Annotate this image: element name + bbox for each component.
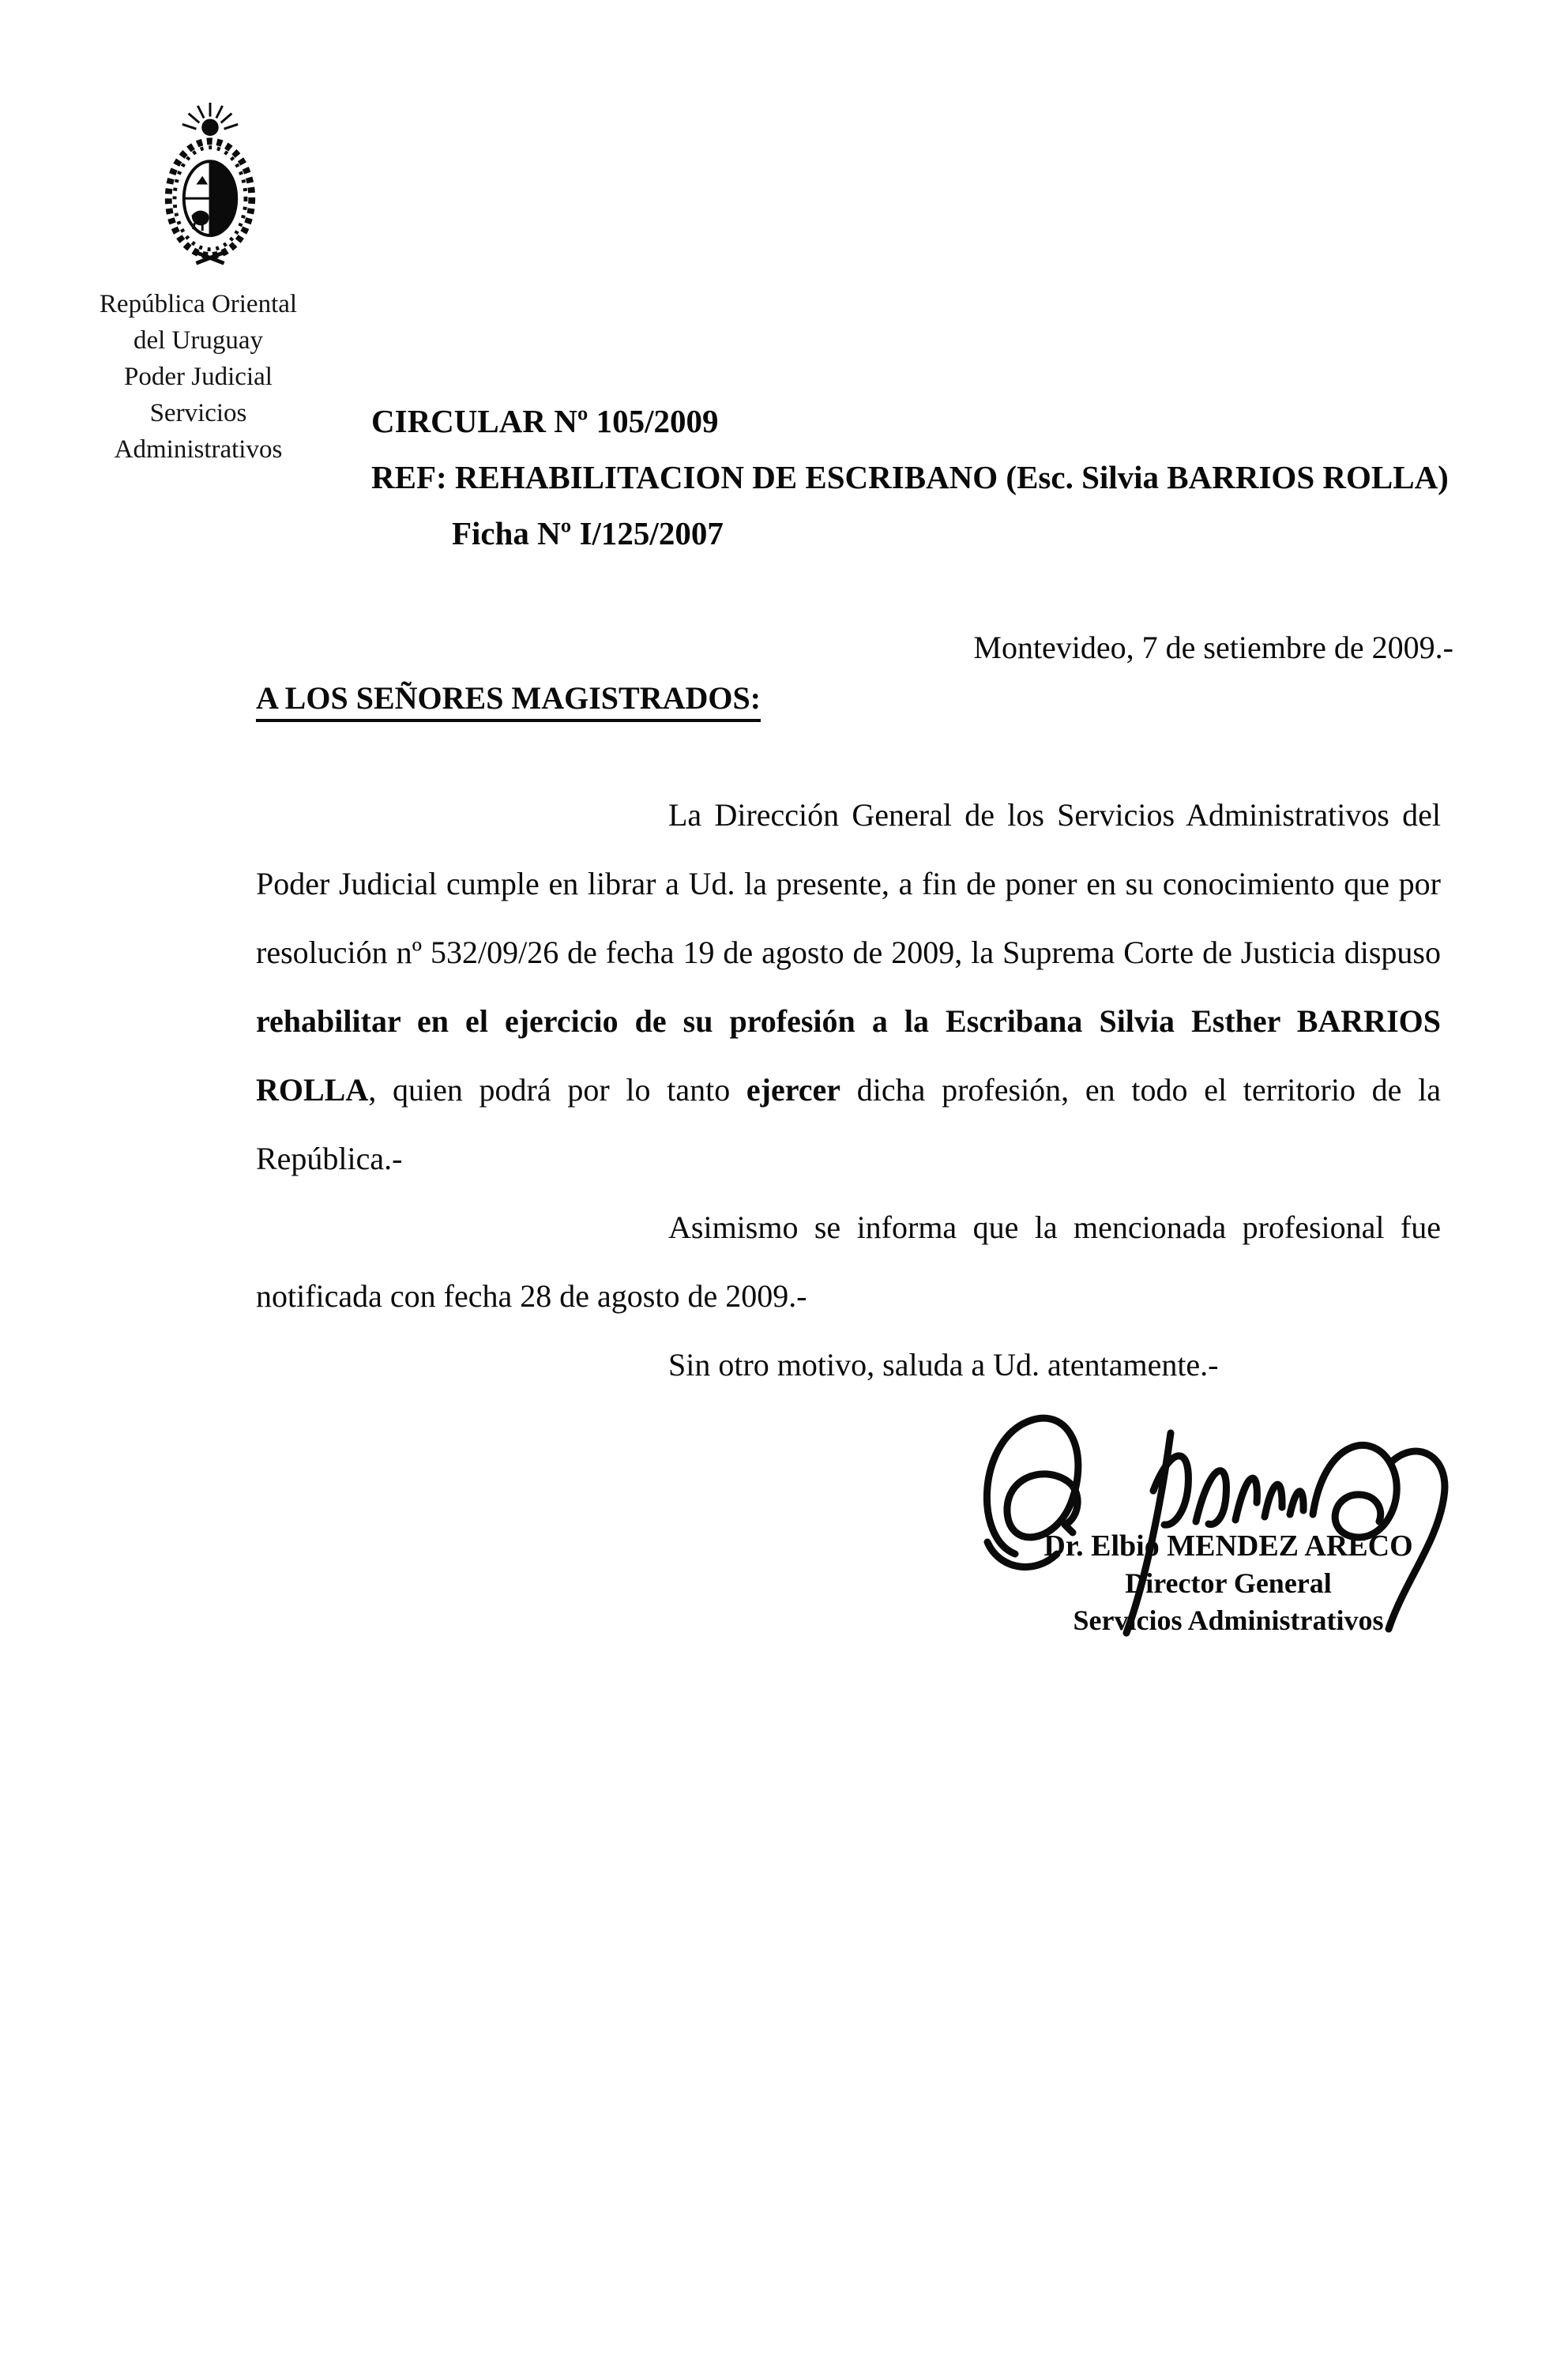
paragraph-2: Asimismo se informa que la mencionada profesional fue notificada con fecha 28 de agosto de 2009.- bbox=[256, 1209, 1441, 1314]
circular-number: CIRCULAR Nº 105/2009 bbox=[371, 403, 719, 439]
signer-title: Director General bbox=[1125, 1567, 1332, 1599]
addressee-text: A LOS SEÑORES MAGISTRADOS: bbox=[256, 679, 761, 722]
p1-text: La Dirección General de los Servicios Administrativos del Poder Judicial cumple en librar a Ud. la presente, a fin de poner en su conocimiento que por resolución nº 532/09/26 de fecha 19 de agosto de 2009, la Suprema Corte de Justicia dispuso bbox=[256, 797, 1441, 970]
addressee-line bbox=[256, 679, 761, 722]
org-line-administrativos: Administrativos bbox=[114, 435, 283, 464]
signer-office: Servicios Administrativos bbox=[1073, 1604, 1384, 1636]
org-line-uruguay: del Uruguay bbox=[133, 326, 264, 355]
org-block bbox=[68, 286, 329, 468]
signer-name: Dr. Elbio MENDEZ ARECO bbox=[1043, 1529, 1413, 1563]
reference-line: REF: REHABILITACION DE ESCRIBANO (Esc. Silvia BARRIOS ROLLA) bbox=[371, 459, 1449, 495]
p1-text-3: dicha profesión, en todo el territorio de la República.- bbox=[256, 1072, 1442, 1176]
heading-block bbox=[371, 393, 1493, 562]
ficha-number: Ficha Nº I/125/2007 bbox=[452, 515, 724, 551]
coat-of-arms-icon bbox=[155, 101, 265, 271]
letter-body bbox=[256, 781, 1441, 1399]
org-line-republica: República Oriental bbox=[99, 290, 298, 318]
paragraph-1 bbox=[256, 781, 1441, 1193]
signature-lines bbox=[972, 1528, 1485, 1639]
signature-block bbox=[972, 1392, 1485, 1653]
org-line-poder-judicial: Poder Judicial bbox=[124, 363, 273, 391]
org-line-servicios: Servicios bbox=[149, 399, 247, 427]
paragraph-3: Sin otro motivo, saluda a Ud. atentamente.- bbox=[668, 1347, 1219, 1382]
date-line: Montevideo, 7 de setiembre de 2009.- bbox=[973, 630, 1453, 665]
p1-text-2: , quien podrá por lo tanto bbox=[368, 1072, 746, 1108]
p1-bold-ejercer: ejercer bbox=[746, 1072, 841, 1108]
p1-bold-rehabilitar: rehabilitar en el ejercicio de su profesión a la Escribana Silvia Esther BARRIOS ROLLA bbox=[256, 1003, 1441, 1108]
